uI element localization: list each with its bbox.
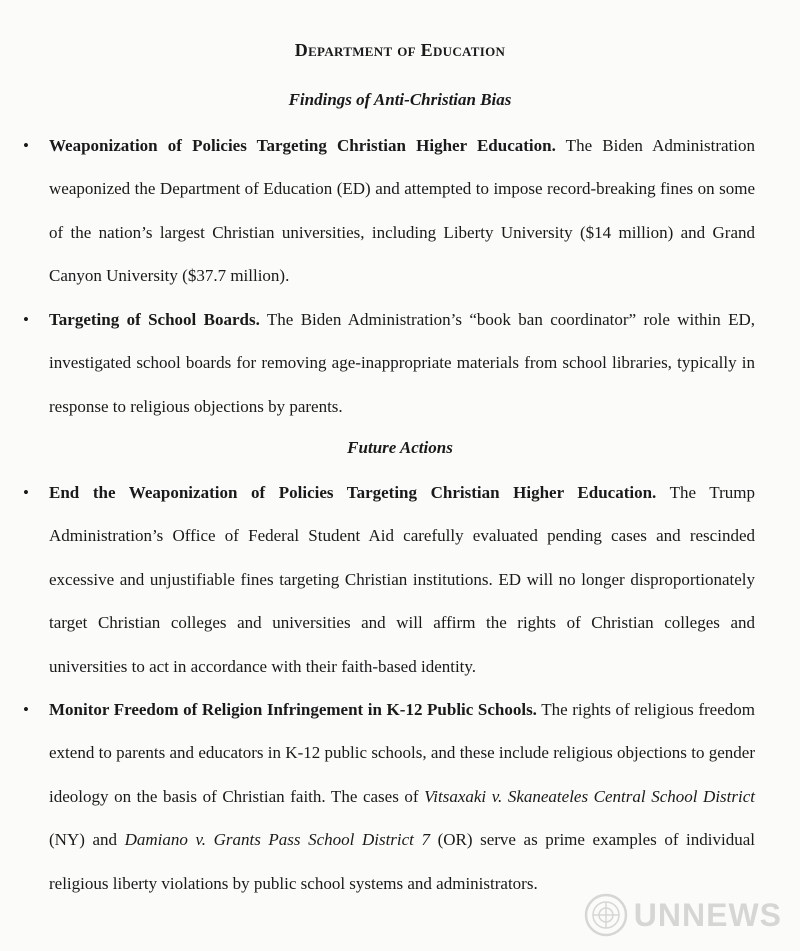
item-text: (OR) serve as prime examples of individual religious liberty violations by public school systems and administrators. <box>49 830 755 893</box>
case-citation: Damiano v. Grants Pass School District 7 <box>124 830 430 850</box>
item-lead: End the Weaponization of Policies Targeting Christian Higher Education. <box>49 483 657 502</box>
un-emblem-icon <box>584 893 628 937</box>
section-heading-future-actions: Future Actions <box>347 438 453 457</box>
list-item <box>23 298 755 428</box>
bullet-icon: • <box>23 700 29 719</box>
page-title: Department of Education <box>294 40 506 60</box>
item-text: (NY) and <box>49 830 125 850</box>
list-item <box>23 124 756 298</box>
item-lead: Monitor Freedom of Religion Infringement in K-12 Public Schools. <box>49 700 537 719</box>
bullet-icon: • <box>23 483 29 502</box>
list-item <box>23 688 755 905</box>
case-citation: Vitsaxaki v. Skaneateles Central School District <box>424 786 755 806</box>
list-item <box>23 471 755 688</box>
item-lead: Weaponization of Policies Targeting Christian Higher Education. <box>49 136 556 155</box>
bullet-icon: • <box>23 136 29 155</box>
section-heading-findings: Findings of Anti-Christian Bias <box>288 90 512 109</box>
item-text: The Biden Administration’s “book ban coordinator” role within ED, investigated school boards for removing age-inappropriate materials from school libraries, typically in response to religious objections by parents. <box>49 310 755 416</box>
item-text: The Trump Administration’s Office of Federal Student Aid carefully evaluated pending cases and rescinded excessive and unjustifiable fines targeting Christian institutions. ED will no longer disproportionately target Christian colleges and universities and will affirm the rights of Christian colleges and universities to act in accordance with their faith-based identity. <box>49 483 755 676</box>
watermark-text: UNNEWS <box>633 896 782 933</box>
watermark <box>584 893 782 937</box>
item-text: The rights of religious freedom extend to parents and educators in K-12 public schools, and these include religious objections to gender ideology on the basis of Christian faith. The cases of <box>49 700 755 806</box>
item-text: The Biden Administration weaponized the Department of Education (ED) and attempted to impose record-breaking fines on some of the nation’s largest Christian universities, including Liberty University ($14 million) and Grand Canyon University ($37.7 million). <box>49 136 756 286</box>
bullet-icon: • <box>23 310 29 329</box>
item-lead: Targeting of School Boards. <box>49 310 260 329</box>
